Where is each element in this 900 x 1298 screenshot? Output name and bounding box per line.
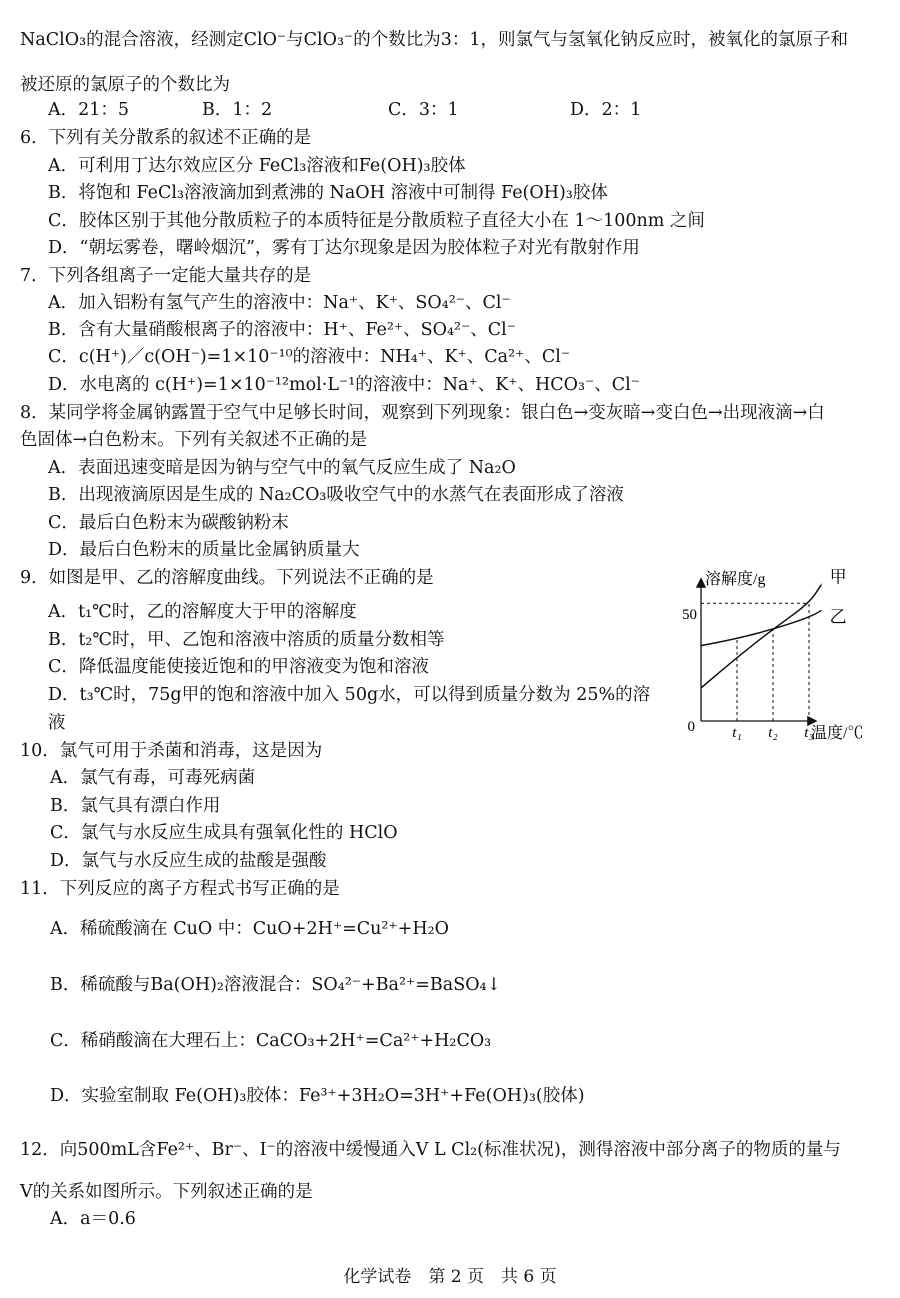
page-footer: 化学试卷 第 2 页 共 6 页 (343, 1267, 557, 1287)
q6-option-c: C．胶体区别于其他分散质粒子的本质特征是分散质粒子直径大小在 1～100nm 之间 (48, 211, 705, 231)
q5-stem-line1: NaClO₃的混合溶液，经测定ClO⁻与ClO₃⁻的个数比为3：1，则氯气与氢氧化钠反应时，被氧化的氯原子和 (20, 30, 849, 50)
q7-option-d: D．水电离的 c(H⁺)=1×10⁻¹²mol·L⁻¹的溶液中：Na⁺、K⁺、HCO₃⁻、Cl⁻ (48, 375, 640, 395)
y-axis-label: 溶解度/g (705, 571, 766, 588)
q7-option-c: C．c(H⁺)／c(OH⁻)=1×10⁻¹⁰的溶液中：NH₄⁺、K⁺、Ca²⁺、Cl⁻ (48, 347, 571, 367)
q9-stem: 9．如图是甲、乙的溶解度曲线。下列说法不正确的是 (20, 568, 434, 588)
q6-option-b: B．将饱和 FeCl₃溶液滴加到煮沸的 NaOH 溶液中可制得 Fe(OH)₃胶体 (48, 183, 608, 203)
q5-option-d: D．2：1 (570, 100, 642, 120)
x-tick-t3: t₃ (804, 725, 814, 741)
q10-option-b: B．氯气具有漂白作用 (50, 796, 221, 816)
q11-option-c: C．稀硝酸滴在大理石上：CaCO₃+2H⁺=Ca²⁺+H₂CO₃ (50, 1031, 492, 1051)
q7-option-a: A．加入铝粉有氢气产生的溶液中：Na⁺、K⁺、SO₄²⁻、Cl⁻ (48, 293, 511, 313)
q10-option-a: A．氯气有毒，可毒死病菌 (50, 768, 256, 788)
series-yi-curve (701, 610, 822, 645)
q6-stem: 6．下列有关分散系的叙述不正确的是 (20, 128, 312, 148)
q6-option-a: A．可利用丁达尔效应区分 FeCl₃溶液和Fe(OH)₃胶体 (48, 156, 466, 176)
q5-option-c: C．3：1 (388, 100, 459, 120)
q9-option-b: B．t₂℃时，甲、乙饱和溶液中溶质的质量分数相等 (48, 630, 445, 650)
y-tick-50: 50 (682, 607, 697, 623)
q11-option-b: B．稀硫酸与Ba(OH)₂溶液混合：SO₄²⁻+Ba²⁺=BaSO₄↓ (50, 975, 502, 995)
q9-option-d-cont: 液 (48, 713, 66, 733)
q7-stem: 7．下列各组离子一定能大量共存的是 (20, 266, 312, 286)
q8-option-c: C．最后白色粉末为碳酸钠粉末 (48, 513, 289, 533)
q5-stem-line2: 被还原的氯原子的个数比为 (20, 75, 230, 95)
q8-option-a: A．表面迅速变暗是因为钠与空气中的氧气反应生成了 Na₂O (48, 458, 516, 478)
q8-stem-line2: 色固体→白色粉末。下列有关叙述不正确的是 (20, 430, 368, 450)
q8-option-d: D．最后白色粉末的质量比金属钠质量大 (48, 540, 360, 560)
q7-option-b: B．含有大量硝酸根离子的溶液中：H⁺、Fe²⁺、SO₄²⁻、Cl⁻ (48, 320, 516, 340)
q11-option-d: D．实验室制取 Fe(OH)₃胶体：Fe³⁺+3H₂O=3H⁺+Fe(OH)₃(胶体) (50, 1086, 585, 1106)
q9-option-a: A．t₁℃时，乙的溶解度大于甲的溶解度 (48, 602, 357, 622)
x-axis-label: 温度/℃ (811, 725, 864, 742)
q8-option-b: B．出现液滴原因是生成的 Na₂CO₃吸收空气中的水蒸气在表面形成了溶液 (48, 485, 624, 505)
solubility-chart (675, 566, 885, 756)
q9-option-c: C．降低温度能使接近饱和的甲溶液变为饱和溶液 (48, 657, 429, 677)
q12-stem-line2: V的关系如图所示。下列叙述正确的是 (20, 1182, 313, 1202)
q6-option-d: D．“朝坛雾卷，曙岭烟沉”，雾有丁达尔现象是因为胶体粒子对光有散射作用 (48, 238, 640, 258)
series-jia-curve (701, 584, 822, 688)
q9-option-d: D．t₃℃时，75g甲的饱和溶液中加入 50g水，可以得到质量分数为 25%的溶 (48, 685, 651, 705)
q5-option-b: B．1：2 (202, 100, 273, 120)
q10-option-d: D．氯气与水反应生成的盐酸是强酸 (50, 851, 327, 871)
q12-stem-line1: 12．向500mL含Fe²⁺、Br⁻、I⁻的溶液中缓慢通入V L Cl₂(标准状况)，测得溶液中部分离子的物质的量与 (20, 1140, 841, 1160)
q8-stem-line1: 8．某同学将金属钠露置于空气中足够长时间，观察到下列现象：银白色→变灰暗→变白色→出现液滴→白 (20, 403, 825, 423)
q11-stem: 11．下列反应的离子方程式书写正确的是 (20, 879, 340, 899)
series-yi-label: 乙 (829, 607, 847, 627)
q10-stem: 10．氯气可用于杀菌和消毒，这是因为 (20, 741, 323, 761)
q5-option-a: A．21：5 (48, 100, 130, 120)
origin-label: 0 (687, 719, 695, 735)
q11-option-a: A．稀硫酸滴在 CuO 中：CuO+2H⁺=Cu²⁺+H₂O (50, 919, 449, 939)
x-tick-t1: t₁ (732, 725, 742, 741)
q12-option-a: A．a＝0.6 (50, 1209, 136, 1229)
series-jia-label: 甲 (829, 567, 847, 587)
x-tick-t2: t₂ (768, 725, 778, 741)
q10-option-c: C．氯气与水反应生成具有强氧化性的 HClO (50, 823, 398, 843)
